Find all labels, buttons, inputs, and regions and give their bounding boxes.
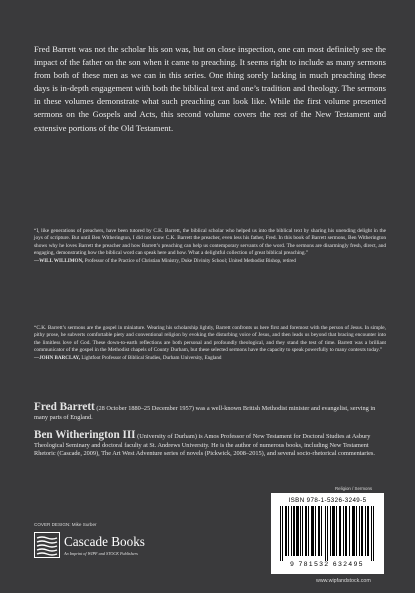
cover-design-credit: COVER DESIGN: Mike Surber (34, 522, 97, 527)
endorsement-text: “C.K. Barrett’s sermons are the gospel in miniature. Wearing his scholarship lightly, Barrett confronts us here first and foremost with the person of Jesus. In simple, pithy prose, he subverts comfortable piety and conventional religion by evoking the disturbing voice of Jesus, and then leads us beyond that bracing encounter into the limitless love of God. These down-to-earth reflections are both personal and profoundly theological, and they stand the test of time. Barrett was a brilliant communicator of the gospel in the Methodist chapels of County Durham, but these selected sermons have the capacity to speak powerfully to many contexts today.” (34, 325, 386, 353)
publisher-website: www.wipfandstock.com (316, 578, 371, 584)
endorsement-author: —JOHN BARCLAY, (34, 355, 81, 362)
endorsement-text: “I, like generations of preachers, have been tutored by C.K. Barrett, the biblical scholar who helped us into the biblical text by sharing his unending delight in the joys of scripture. But until Ben Witherington, I did not know C.K. Barrett the preacher, even less his father, Fred. In this book of Barrett sermons, Ben Witherington shows why he loves Barrett the preacher and how Barrett’s preaching can help us contemporary servants of the word. The sermons are disarmingly fresh, direct, and engaging, demonstrating how the biblical word can speak here and how. What a delightful collection of great biblical preaching.” (34, 228, 386, 256)
waterfall-icon (34, 532, 60, 558)
bio-text: (University of Durham) is Amos Professor of New Testament for Doctoral Studies at Asbury Theological Seminary and doctoral faculty at St. Andrews University. He is the author of numerous books, including New Testament Rhetoric (Cascade, 2009), The Art West Adventure series of novels (Pickwick, 2008–2015), and several socio-rhetorical commentaries. (34, 433, 375, 458)
bio-name: Fred Barrett (34, 401, 95, 413)
endorsement-author: —WILL WILLIMON, (34, 258, 84, 265)
bio-fred-barrett (34, 403, 386, 422)
publisher-logo (34, 532, 164, 562)
category-label: Religion / Sermons (335, 486, 373, 491)
endorsement-attribution (34, 355, 386, 362)
endorsement-willimon (34, 228, 386, 265)
bio-text: (28 October 1880–25 December 1957) was a well-known British Methodist minister and evangelist, serving in many parts of England. (34, 405, 376, 421)
isbn-label: ISBN 978-1-5326-3249-5 (288, 497, 367, 504)
publisher-name: Cascade Books (64, 534, 145, 549)
back-cover-description: Fred Barrett was not the scholar his son was, but on close inspection, one can most definitely see the impact of the father on the son when it came to preaching. It seems right to include as many sermons from both of these men as we can in this series. One thing sorely lacking in much preaching these days is in-depth engagement with both the biblical text and one’s tradition and theology. The sermons in these volumes demonstrate what such preaching can look like. While the first volume presented sermons on the Gospels and Acts, this second volume covers the rest of the New Testament and extensive portions of the Old Testament. (34, 44, 386, 133)
endorsement-barclay (34, 325, 386, 362)
barcode-panel (271, 493, 384, 574)
endorsement-affiliation: Professor of the Practice of Christian Ministry, Duke Divinity School; United Methodist Bishop, retired (83, 258, 296, 265)
bio-ben-witherington (34, 431, 386, 459)
endorsement-affiliation: Lightfoot Professor of Biblical Studies, Durham University, England (80, 355, 222, 362)
publisher-tagline: An Imprint of WIPF and STOCK Publishers (64, 551, 138, 556)
barcode (280, 506, 375, 561)
endorsement-attribution (34, 258, 386, 265)
barcode-digits: 9 781532 632495 (290, 561, 364, 568)
bio-name: Ben Witherington III (34, 429, 136, 441)
